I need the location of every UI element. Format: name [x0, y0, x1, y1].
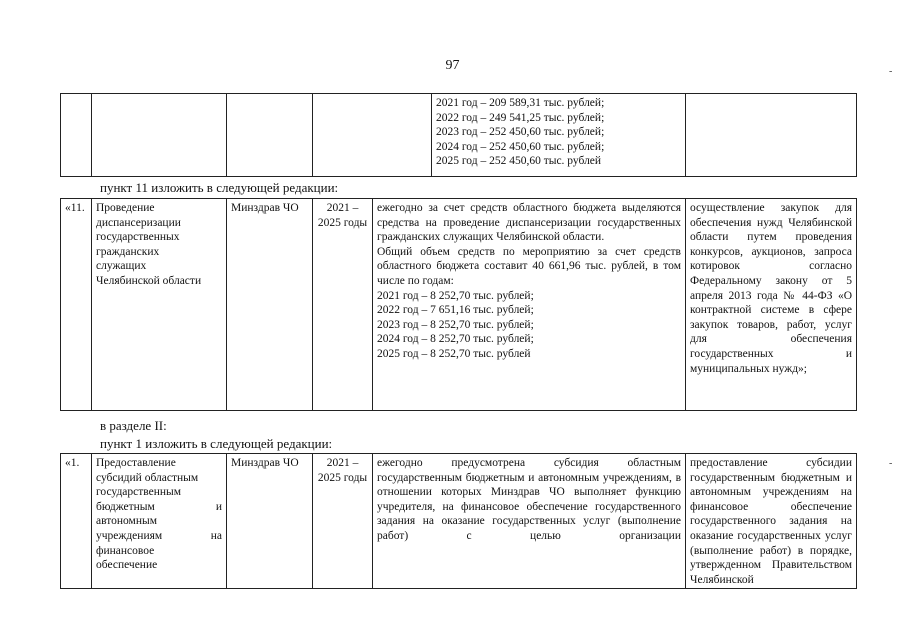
- event-line: диспансеризации: [96, 216, 181, 229]
- funding-year: 2024 год – 8 252,70 тыс. рублей;: [377, 333, 534, 346]
- funding-line: 2023 год – 252 450,60 тыс. рублей;: [436, 126, 605, 139]
- cell-num: «1.: [61, 454, 92, 589]
- instruction-item-1: пункт 1 изложить в следующей редакции:: [100, 436, 333, 451]
- event-line: субсидий областным: [96, 471, 199, 484]
- cell-event: [92, 454, 227, 589]
- funding-line: 2021 год – 209 589,31 тыс. рублей;: [436, 97, 605, 109]
- event-line: автономным: [96, 515, 157, 528]
- event-line: Челябинской области: [96, 274, 202, 287]
- event-line: служащих: [96, 260, 147, 273]
- table-continuation: [60, 93, 857, 177]
- table-item-11: [60, 198, 857, 411]
- funding-line: 2024 год – 252 450,60 тыс. рублей;: [436, 140, 605, 153]
- cell-period: [313, 94, 432, 177]
- cell-funding: [432, 94, 686, 177]
- instruction-item-11: пункт 11 изложить в следующей редакции:: [100, 180, 339, 195]
- funding-year: 2023 год – 8 252,70 тыс. рублей;: [377, 318, 534, 331]
- cell-funding: ежегодно предусмотрена субсидия областным государственным бюджетным и автономным учреждениям, в отношении которых Минздрав ЧО выполняет функцию учредителя, на финансовое обеспечение государственного задания на оказание государственных услуг (выполнение работ) с целью организации: [373, 454, 686, 589]
- cell-period: 2021 – 2025 годы: [313, 199, 373, 411]
- event-line: государственным: [96, 486, 182, 499]
- funding-year: 2021 год – 8 252,70 тыс. рублей;: [377, 289, 534, 302]
- cell-mechanism: [686, 94, 857, 177]
- cell-num: «11.: [61, 199, 92, 411]
- instruction-section-2: в разделе II:: [100, 418, 167, 433]
- funding-total: Общий объем средств по мероприятию за счет средств областного бюджета составит 40 661,96 тыс. рублей, в том числе по годам:: [377, 245, 681, 287]
- cell-num: [61, 94, 92, 177]
- event-line: государственных: [96, 231, 180, 244]
- event-line: бюджетным и: [96, 500, 222, 513]
- cell-event: [92, 199, 227, 411]
- cell-period: 2021 – 2025 годы: [313, 454, 373, 589]
- event-line: гражданских: [96, 245, 160, 258]
- funding-text: ежегодно за счет средств областного бюджета выделяются средства на проведение диспансеризации государственных гражданских служащих Челябинской области.: [377, 202, 681, 244]
- cell-executor: [227, 94, 313, 177]
- event-line: финансовое: [96, 544, 155, 557]
- cell-mechanism: предоставление субсидии государственным бюджетным и автономным учреждениям на финансовое обеспечение государственного задания на оказание государственных услуг (выполнение работ) в порядке, утвержденном Правительством Челябинской: [686, 454, 857, 589]
- page-number: 97: [445, 58, 460, 73]
- funding-year: 2025 год – 8 252,70 тыс. рублей: [377, 347, 531, 360]
- event-line: обеспечение: [96, 559, 158, 572]
- event-line: учреждениям на: [96, 529, 222, 542]
- funding-line: 2022 год – 249 541,25 тыс. рублей;: [436, 111, 605, 124]
- cell-executor: Минздрав ЧО: [227, 454, 313, 589]
- cell-executor: Минздрав ЧО: [227, 199, 313, 411]
- margin-mark: -: [889, 458, 893, 469]
- cell-event: [92, 94, 227, 177]
- cell-funding: [373, 199, 686, 411]
- funding-year: 2022 год – 7 651,16 тыс. рублей;: [377, 304, 534, 317]
- cell-mechanism: осуществление закупок для обеспечения нужд Челябинской области путем проведения конкурсов, аукционов, запроса котировок согласно Федеральному закону от 5 апреля 2013 года № 44-ФЗ «О контрактной системе в сфере закупок товаров, работ, услуг для обеспечения государственных и муниципальных нужд»;: [686, 199, 857, 411]
- table-item-1: [60, 453, 857, 589]
- funding-line: 2025 год – 252 450,60 тыс. рублей: [436, 155, 602, 168]
- event-line: Проведение: [96, 202, 155, 214]
- margin-mark: -: [889, 66, 893, 77]
- event-line: Предоставление: [96, 457, 176, 469]
